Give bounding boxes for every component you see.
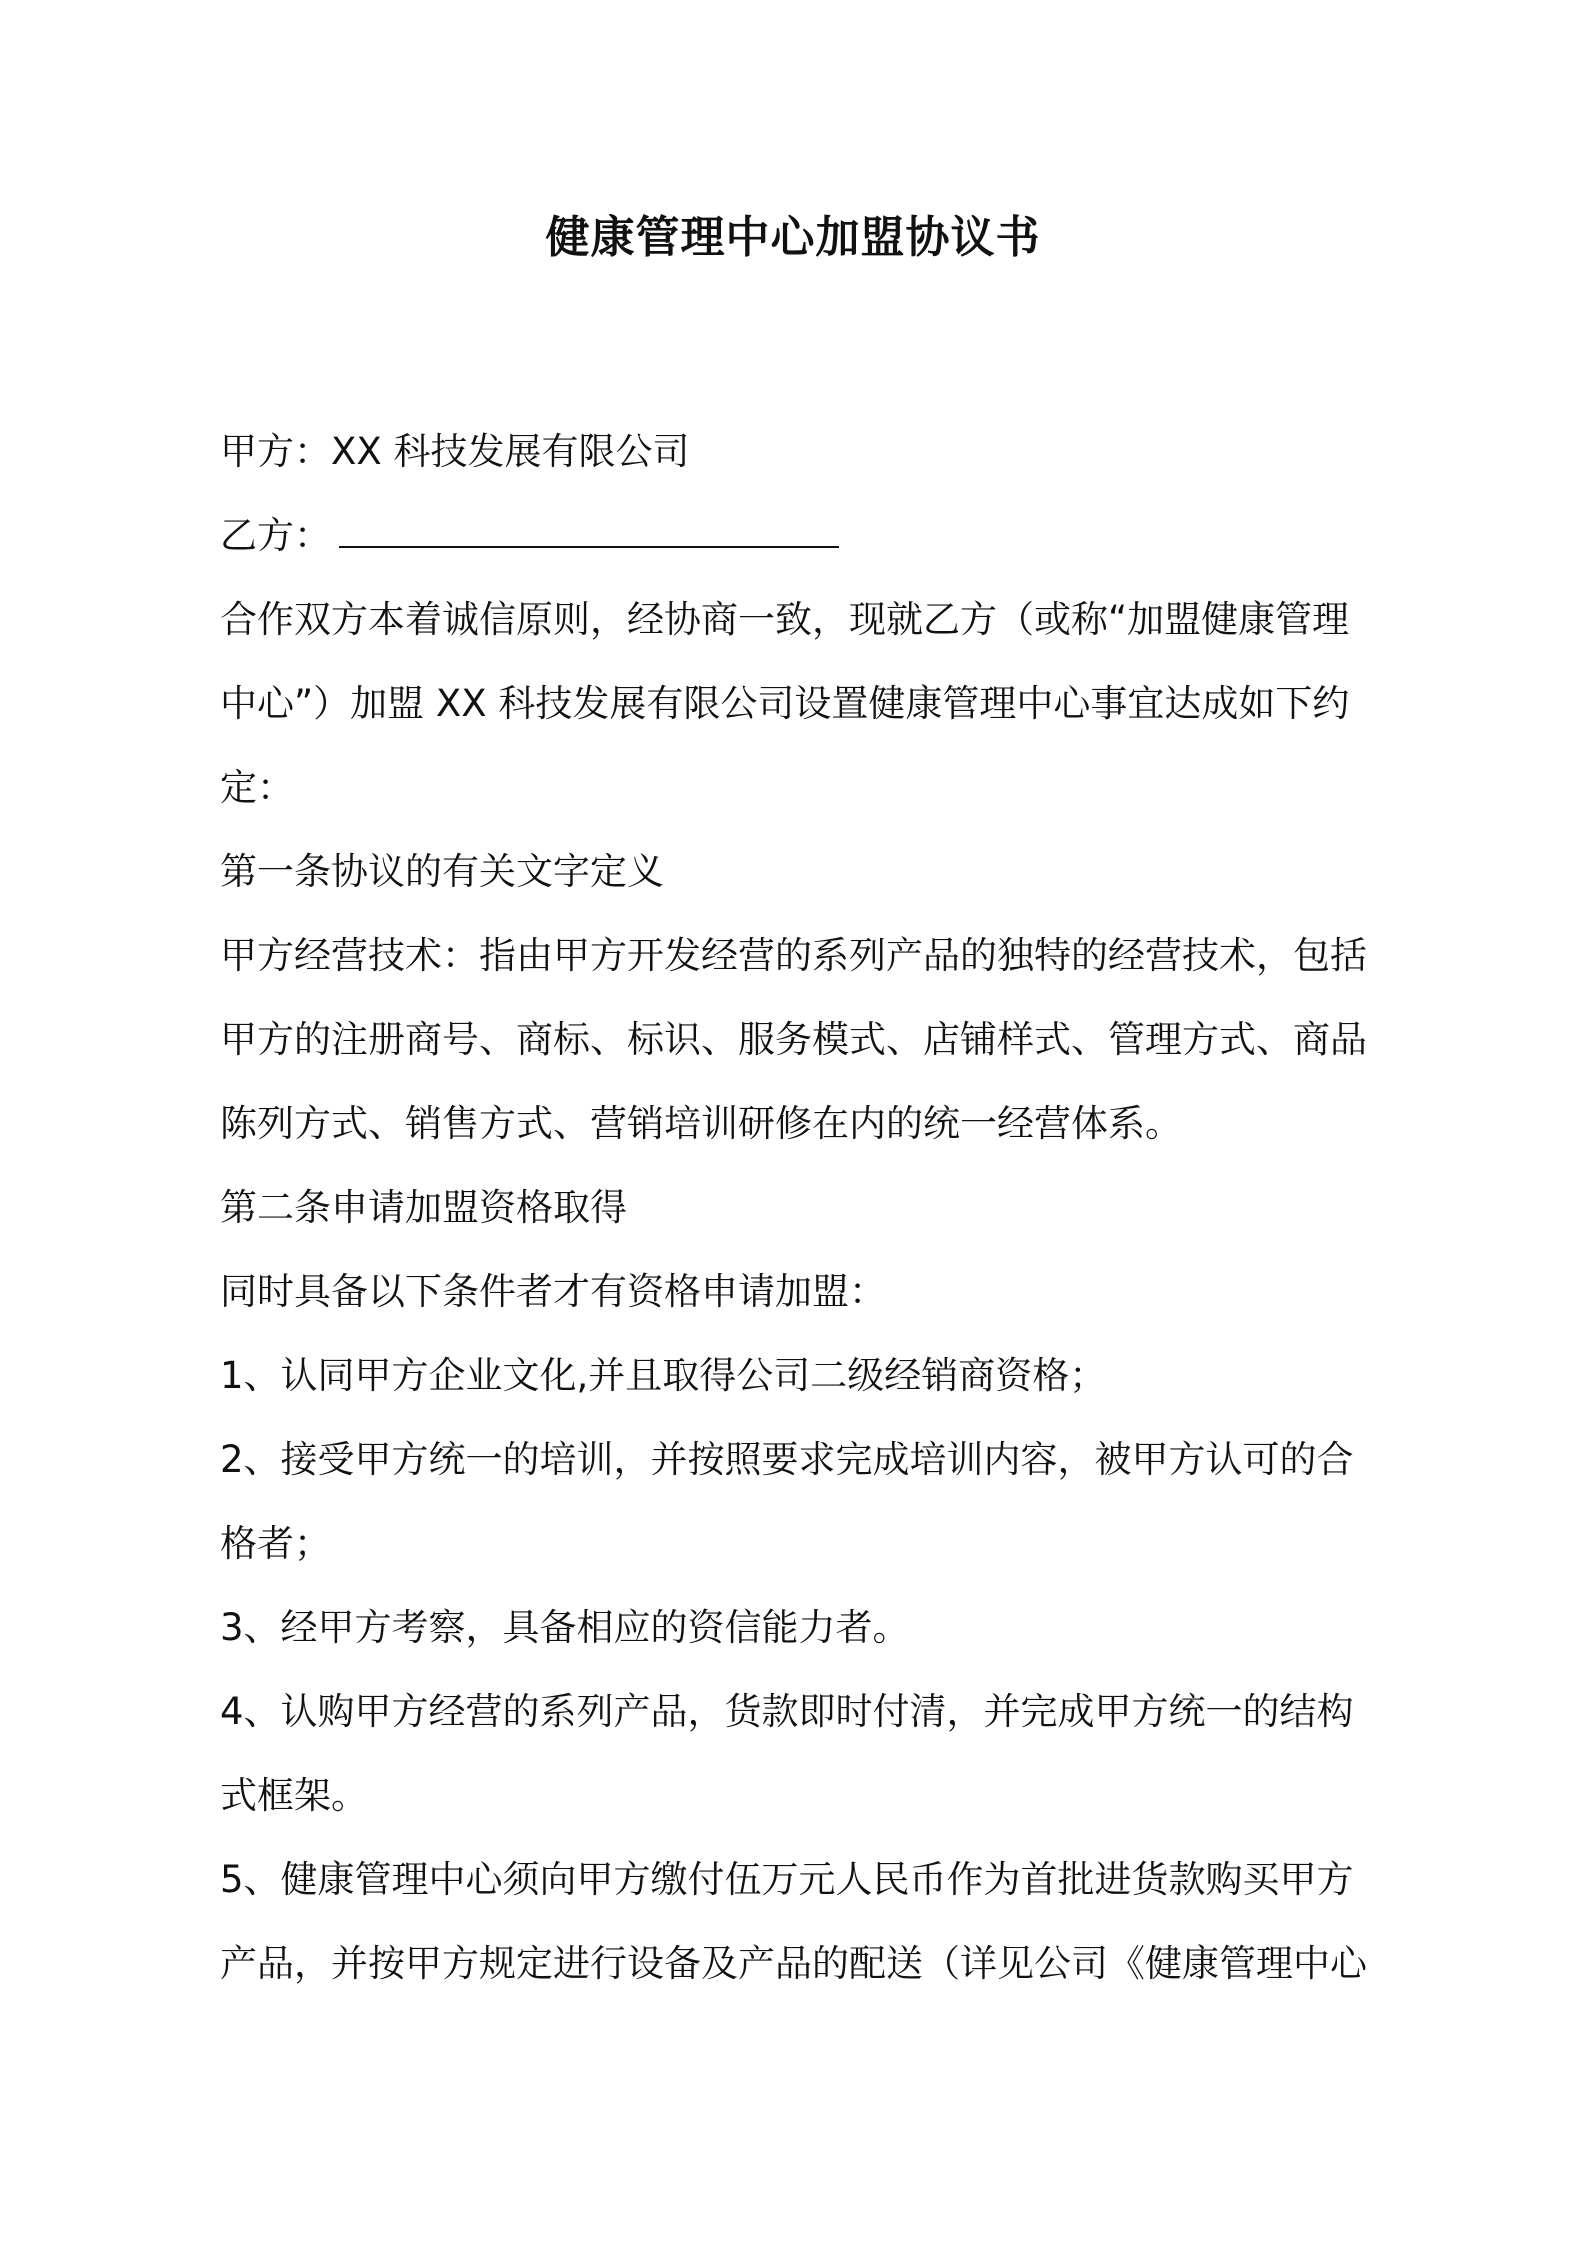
list-item: 2、接受甲方统一的培训，并按照要求完成培训内容，被甲方认可的合 [220, 1438, 1354, 1481]
text-line: 产品，并按甲方规定进行设备及产品的配送（详见公司《健康管理中心 [220, 1942, 1367, 1985]
document-body [220, 410, 1380, 2006]
article-heading: 第一条协议的有关文字定义 [220, 850, 664, 893]
text-line: 中心”）加盟 XX 科技发展有限公司设置健康管理中心事宜达成如下约 [220, 682, 1350, 725]
text-line: 合作双方本着诚信原则，经协商一致，现就乙方（或称“加盟健康管理 [220, 598, 1350, 641]
party-b-label: 乙方： [220, 514, 331, 557]
text-line: 甲方经营技术：指由甲方开发经营的系列产品的独特的经营技术，包括 [220, 934, 1367, 977]
list-item: 3、经甲方考察，具备相应的资信能力者。 [220, 1606, 910, 1649]
text-line: 同时具备以下条件者才有资格申请加盟： [220, 1270, 886, 1313]
text-line: 格者； [220, 1522, 331, 1565]
list-item: 1、认同甲方企业文化,并且取得公司二级经销商资格； [220, 1354, 1107, 1397]
page-title: 健康管理中心加盟协议书 [545, 212, 1041, 263]
list-item: 5、健康管理中心须向甲方缴付伍万元人民币作为首批进货款购买甲方 [220, 1858, 1354, 1901]
article-heading: 第二条申请加盟资格取得 [220, 1186, 627, 1229]
text-line: 陈列方式、销售方式、营销培训研修在内的统一经营体系。 [220, 1102, 1182, 1145]
list-item: 4、认购甲方经营的系列产品，货款即时付清，并完成甲方统一的结构 [220, 1690, 1354, 1733]
party-b-line [220, 494, 1380, 578]
party-a-line: 甲方：XX 科技发展有限公司 [220, 430, 690, 473]
text-line: 定： [220, 766, 294, 809]
party-b-blank-field [339, 506, 839, 548]
text-line: 甲方的注册商号、商标、标识、服务模式、店铺样式、管理方式、商品 [220, 1018, 1367, 1061]
text-line: 式框架。 [220, 1774, 368, 1817]
